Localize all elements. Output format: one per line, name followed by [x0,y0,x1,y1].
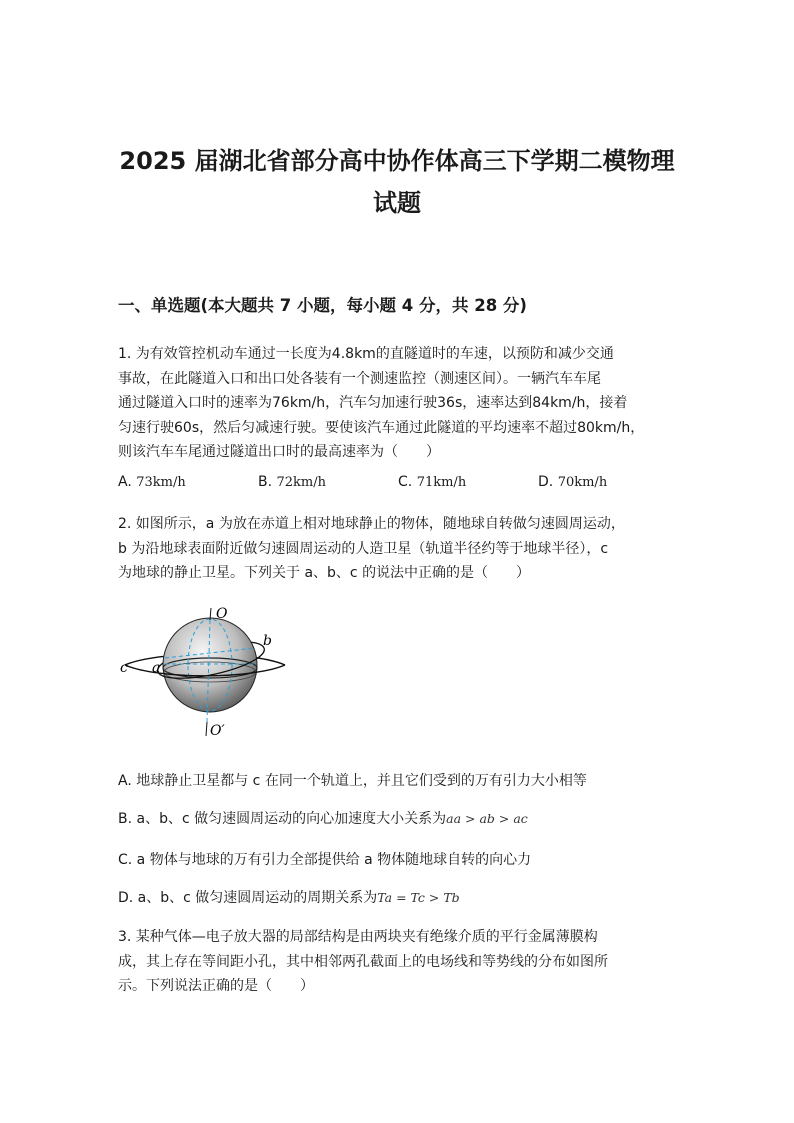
q1-options [118,474,678,498]
q1-option-a: A. 73km/h [118,474,186,490]
q2-line: 2. 如图所示，a 为放在赤道上相对地球静止的物体，随地球自转做匀速圆周运动， [118,516,625,532]
q2-option-b-math: aa > ab > ac [446,811,528,826]
q2-option-d-math: Ta = Tc > Tb [377,890,460,905]
section-heading: 一、单选题(本大题共 7 小题，每小题 4 分，共 28 分) [118,296,527,315]
q2-line: b 为沿地球表面附近做匀速圆周运动的人造卫星（轨道半径约等于地球半径），c [118,540,609,557]
q2-line: 为地球的静止卫星。下列关于 a、b、c 的说法中正确的是（ ） [118,565,531,581]
q1-line: 则该汽车车尾通过隧道出口时的最高速率为（ ） [118,444,440,460]
q2-option-a: A. 地球静止卫星都与 c 在同一个轨道上，并且它们受到的万有引力大小相等 [118,773,587,789]
document-title [60,140,734,224]
q1-line: 匀速行驶60s，然后匀减速行驶。要使该汽车通过此隧道的平均速率不超过80km/h， [118,419,645,436]
label-a: a [152,660,161,676]
question-3 [118,925,678,999]
q1-option-d: D. 70km/h [538,474,608,490]
question-2 [118,512,678,586]
q1-line: 1. 为有效管控机动车通过一长度为4.8km的直隧道时的车速，以预防和减少交通 [118,346,614,362]
title-line-2: 试题 [373,189,421,217]
q2-option-c: C. a 物体与地球的万有引力全部提供给 a 物体随地球自转的向心力 [118,852,532,868]
q2-option-d: D. a、b、c 做匀速圆周运动的周期关系为Ta = Tc > Tb [118,890,460,906]
q3-line: 3. 某种气体—电子放大器的局部结构是由两块夹有绝缘介质的平行金属薄膜构 [118,929,598,945]
label-O: O [216,606,228,622]
q2-option-b: B. a、b、c 做匀速圆周运动的向心加速度大小关系为aa > ab > ac [118,811,528,827]
q1-line: 事故，在此隧道入口和出口处各装有一个测速监控（测速区间）。一辆汽车车尾 [118,370,601,387]
q3-line: 示。下列说法正确的是（ ） [118,978,314,994]
label-b: b [263,633,272,649]
title-line-1: 2025 届湖北省部分高中协作体高三下学期二模物理 [119,147,675,175]
question-1 [118,342,678,465]
label-c: c [120,660,128,676]
label-O-prime: O′ [210,723,225,739]
q1-option-c: C. 71km/h [398,474,467,490]
q1-line: 通过隧道入口时的速率为76km/h，汽车匀加速行驶36s，速率达到84km/h，接着 [118,395,628,411]
earth-orbit-figure [110,600,310,745]
q1-option-b: B. 72km/h [258,474,327,490]
q3-line: 成，其上存在等间距小孔，其中相邻两孔截面上的电场线和等势线的分布如图所 [118,953,608,970]
